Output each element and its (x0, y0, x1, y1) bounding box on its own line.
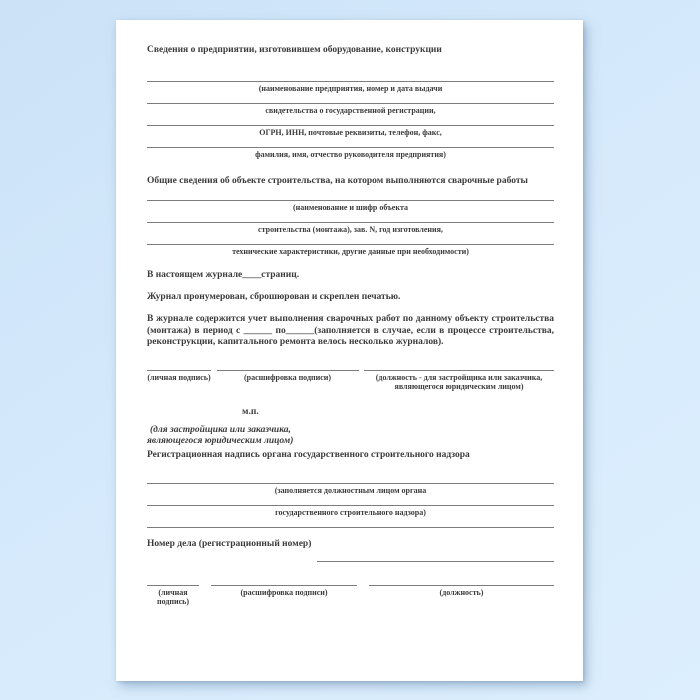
signature-line (211, 585, 357, 607)
signature-line (147, 370, 211, 392)
field-caption: ОГРН, ИНН, почтовые реквизиты, телефон, факс, (259, 128, 442, 137)
signature-line (364, 370, 554, 392)
field-line (147, 222, 554, 244)
field-caption: (заполняется должностным лицом органа (274, 485, 427, 495)
case-number-blank-line (317, 561, 554, 562)
signature-caption: (должность - для застройщика или заказчика, являющегося юридическим лицом) (375, 372, 543, 391)
signature-caption: (расшифровка подписи) (240, 587, 328, 597)
signature-block-1 (147, 370, 554, 392)
field-line (147, 81, 554, 103)
field-caption: технические характеристики, другие данные при необходимости) (232, 247, 469, 256)
document-content (147, 20, 554, 607)
signature-line (369, 585, 554, 607)
document-page (116, 20, 583, 681)
signature-caption: (должность) (439, 587, 484, 597)
case-number-label: Номер дела (регистрационный номер) (147, 538, 312, 549)
legal-entity-note-line: являющегося юридическим лицом) (147, 435, 294, 446)
field-line (147, 527, 554, 538)
signature-caption: (личная подпись) (156, 587, 190, 606)
field-line (147, 483, 554, 505)
field-caption: государственного строительного надзора) (275, 507, 426, 517)
section1-title: Сведения о предприятии, изготовившем оборудование, конструкции (147, 45, 442, 55)
field-line (147, 505, 554, 527)
journal-binding-text: Журнал пронумерован, сброшюрован и скреплен печатью. (147, 292, 401, 302)
field-caption: (наименование и шифр объекта (293, 203, 408, 212)
journal-period-paragraph: В журнале содержится учет выполнения сварочных работ по данному объекту строительства (монтажа) в период с ______ по______(заполняется в случае, если в процессе строительства, реконструкции, капитального ремонта велось несколько журналов). (147, 314, 554, 347)
field-caption: строительства (монтажа), зав. N, год изготовления, (258, 225, 443, 234)
journal-pages-text: В настоящем журнале____страниц. (147, 270, 300, 280)
field-caption: (наименование предприятия, номер и дата выдачи (258, 84, 443, 93)
signature-caption: (личная подпись) (147, 372, 211, 382)
field-line (147, 147, 554, 169)
legal-entity-note-line: (для застройщика или заказчика, (150, 424, 291, 435)
section2-title: Общие сведения об объекте строительства, на котором выполняются сварочные работы (147, 176, 528, 186)
field-caption: фамилия, имя, отчество руководителя предприятия) (255, 150, 446, 159)
registration-title: Регистрационная надпись органа государственного строительного надзора (147, 449, 470, 460)
field-line (147, 125, 554, 147)
field-line (147, 103, 554, 125)
signature-caption: (расшифровка подписи) (243, 372, 332, 382)
signature-line (217, 370, 359, 392)
field-line (147, 200, 554, 222)
legal-entity-note (147, 425, 554, 447)
field-line (147, 244, 554, 266)
signature-block-2 (147, 585, 554, 607)
signature-line (147, 585, 199, 607)
field-caption: свидетельства о государственной регистрации, (265, 106, 436, 115)
stamp-mark: м.п. (242, 406, 259, 417)
